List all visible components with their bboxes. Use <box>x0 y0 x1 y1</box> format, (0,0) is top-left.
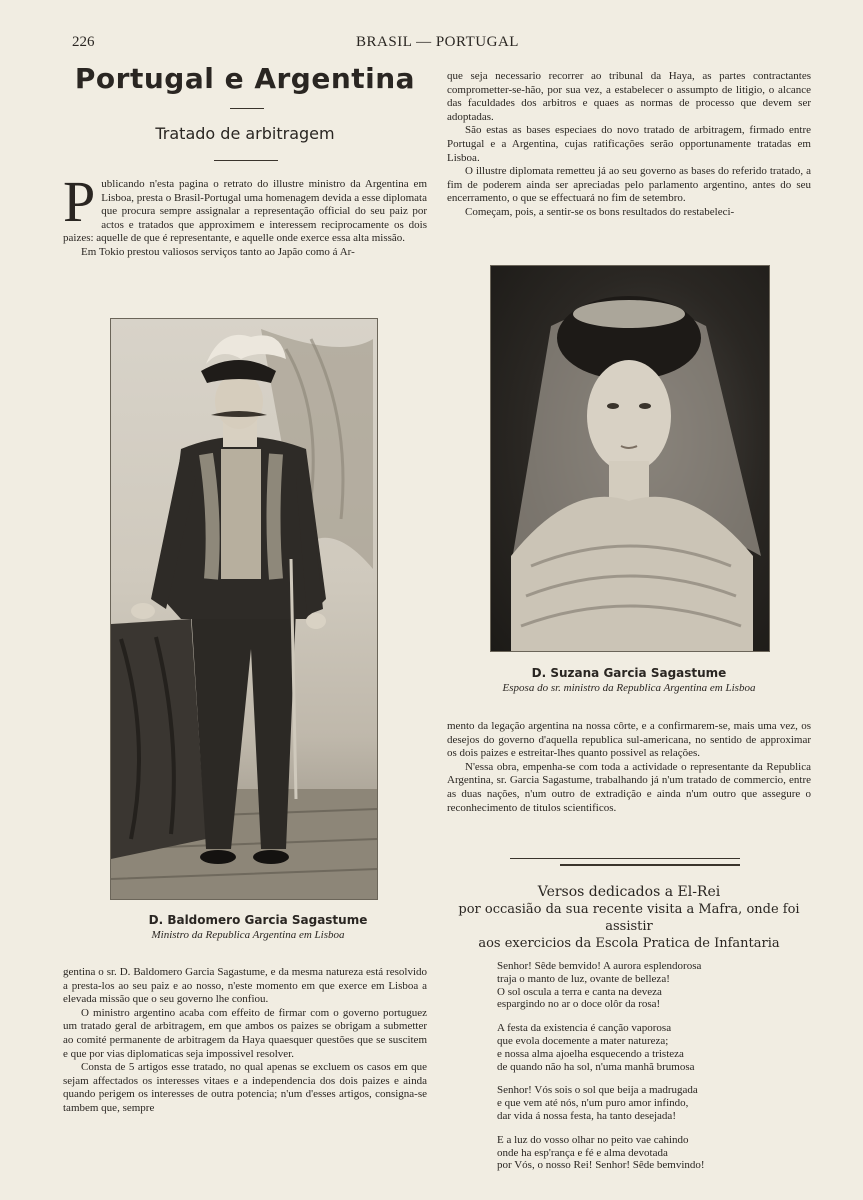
poem-line: O sol oscula a terra e canta na deveza <box>497 985 662 998</box>
caption-minister-role: Ministro da Republica Argentina em Lisboa <box>151 929 345 941</box>
portrait-photo-wife <box>490 265 770 652</box>
poem-stanza-2 <box>497 1022 797 1073</box>
poem-title-line-2: por occasião da sua recente visita a Mafra, onde foi assistir <box>458 902 800 934</box>
right-top-paragraph-1: que seja necessario recorrer ao tribunal da Haya, as partes contractantes comprometter-se-hão, por sua vez, a estabelecer o assumpto de litigio, o alcance das faculdades dos arbitros e quaes as normas de processo que devem ser adoptadas. <box>447 70 811 123</box>
section-separator-top <box>510 858 740 859</box>
right-top-paragraph-4: Começam, pois, a sentir-se os bons resultados do restabeleci- <box>465 205 735 218</box>
poem-stanza-1 <box>497 960 797 1011</box>
poem-line: Senhor! Sêde bemvido! A aurora esplendorosa <box>497 960 702 972</box>
poem-line: traja o manto de luz, ovante de belleza! <box>497 972 670 985</box>
portrait-wife-illustration <box>491 266 769 651</box>
poem-line: Senhor! Vós sois o sol que beija a madrugada <box>497 1084 698 1097</box>
poem-line: espargindo no ar o doce olôr da rosa! <box>497 998 661 1011</box>
right-middle-text <box>447 720 811 815</box>
caption-minister-name: D. Baldomero Garcia Sagastume <box>148 913 368 927</box>
portrait-minister-illustration <box>111 319 377 899</box>
article-subtitle: Tratado de arbitragem <box>155 124 335 143</box>
intro-paragraph: ublicando n'esta pagina o retrato do illustre ministro da Argentina em Lisboa, presta o Brasil-Portugal uma homenagem devida a esse diplomata que procura sempre assignalar a representação official do seu paiz por actos e tratados que approximem e interessem reciprocamente os dois paizes: aquelle de que é representante, e aquelle onde exerce essa alta missão. <box>63 178 427 245</box>
poem-line: dar vida á nossa festa, ha tanto desejada! <box>497 1109 676 1122</box>
right-top-text <box>447 70 811 220</box>
right-middle-paragraph-1: mento da legação argentina na nossa côrte, e a confirmarem-se, mais uma vez, os desejos do governo d'aquella republica sul-americana, no sentido de approximar os dois paizes e estreitar-lhes quanto possivel as relações. <box>447 720 811 760</box>
poem-line: A festa da existencia é canção vaporosa <box>497 1022 672 1035</box>
caption-wife-name: D. Suzana Garcia Sagastume <box>531 666 727 680</box>
left-top-continuation: Em Tokio prestou valiosos serviços tanto ao Japão como á Ar- <box>81 245 355 258</box>
title-rule <box>230 108 264 109</box>
subtitle-rule <box>214 160 278 161</box>
section-separator-bottom <box>560 864 740 866</box>
right-middle-paragraph-2: N'essa obra, empenha-se com toda a actividade o representante da Republica Argentina, sr. Garcia Sagastume, trabalhando já n'um tratado de commercio, entre as duas nações, n'um outro de extradição e ainda n'um outro que assegure o reconhecimento de titulos scientificos. <box>447 760 811 814</box>
left-bottom-paragraph-3: Consta de 5 artigos esse tratado, no qual apenas se excluem os casos em que sejam affectados os interesses vitaes e a independencia dos dois paizes e ainda quando perigem os interesses de outra potencia; n'um d'esses artigos, consigna-se tambem que, sempre <box>63 1061 427 1114</box>
poem-stanza-4 <box>497 1134 797 1172</box>
poem-line: e que vem até nós, n'um puro amor infindo, <box>497 1097 689 1110</box>
poem-line: E a luz do vosso olhar no peito vae cahindo <box>497 1133 689 1146</box>
poem-line: onde ha esp'rança e fé e alma devotada <box>497 1146 668 1159</box>
poem-line: por Vós, o nosso Rei! Senhor! Sêde bemvindo! <box>497 1159 705 1172</box>
left-bottom-paragraph-2: O ministro argentino acaba com effeito de firmar com o governo portuguez um tratado geral de arbitragem, em que ambos os paizes se obrigam a submetter ao comité permanente de arbitragem da Haya quaesquer questões que se suscitem e que por vias diplomaticas seja impossivel resolver. <box>63 1006 427 1060</box>
right-top-paragraph-2: São estas as bases especiaes do novo tratado de arbitragem, firmado entre Portugal e a Argentina, cujas ratificações serão opportunamente tratadas em Lisboa. <box>447 124 811 164</box>
article-title: Portugal e Argentina <box>74 62 416 95</box>
poem-line: de quando não ha sol, n'uma manhã brumosa <box>497 1060 695 1073</box>
portrait-photo-minister <box>110 318 378 900</box>
drop-cap: P <box>63 169 96 234</box>
caption-wife-role: Esposa do sr. ministro da Republica Argentina em Lisboa <box>502 682 756 694</box>
poem-body <box>497 960 797 1183</box>
poem-stanza-3 <box>497 1084 797 1122</box>
poem-title <box>447 884 811 952</box>
left-bottom-paragraph-1: gentina o sr. D. Baldomero Garcia Sagastume, e da mesma natureza está resolvido a presta-los ao seu paiz e ao nosso, n'este momento em que exerce em Lisboa a elevada missão que o seu governo lhe confiou. <box>63 966 427 1006</box>
intro-block <box>63 169 427 260</box>
poem-line: e nossa alma ajoelha esquecendo a tristeza <box>497 1047 684 1060</box>
right-top-paragraph-3: O illustre diplomata remetteu já ao seu governo as bases do referido tratado, a fim de poderem ainda ser apreciadas pelo parlamento argentino, antes do seu encerramento, o que se effectuará no fim de setembro. <box>447 165 811 205</box>
poem-line: que evola docemente a mater natureza; <box>497 1034 669 1047</box>
page-number: 226 <box>72 34 95 50</box>
running-header: BRASIL — PORTUGAL <box>356 34 519 50</box>
poem-title-line-1: Versos dedicados a El-Rei <box>537 884 721 900</box>
poem-title-line-3: aos exercicios da Escola Pratica de Infantaria <box>478 936 780 951</box>
left-bottom-text <box>63 966 427 1116</box>
